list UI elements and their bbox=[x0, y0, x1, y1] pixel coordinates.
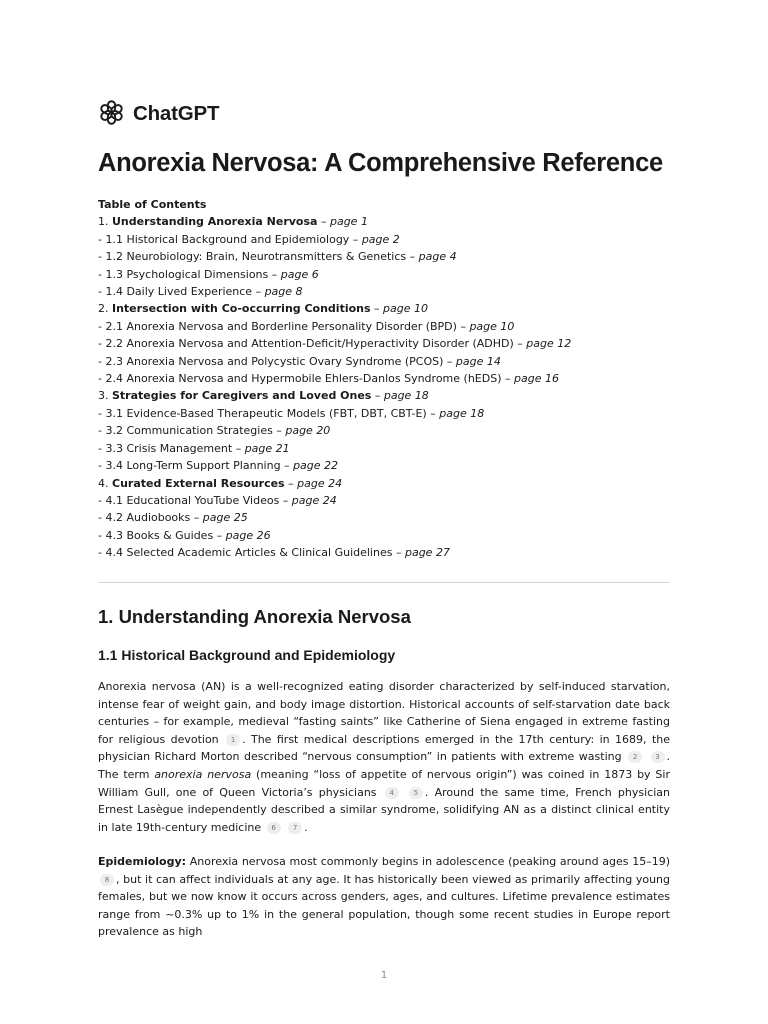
toc-entry-page: page 26 bbox=[225, 528, 271, 542]
toc-entry-title: 3.2 Communication Strategies bbox=[105, 424, 273, 438]
toc-entry-title: Understanding Anorexia Nervosa bbox=[112, 215, 318, 229]
toc-entry-prefix: - bbox=[98, 528, 106, 542]
toc-entry-prefix: - bbox=[98, 372, 106, 386]
toc-entry-page: page 18 bbox=[439, 406, 485, 420]
table-of-contents bbox=[98, 196, 571, 562]
toc-subsection-entry[interactable] bbox=[98, 527, 571, 544]
toc-entry-prefix: 1. bbox=[98, 215, 112, 229]
toc-entry-title: 3.4 Long-Term Support Planning bbox=[105, 459, 281, 473]
toc-entry-title: 4.4 Selected Academic Articles & Clinical Guidelines bbox=[105, 546, 393, 560]
toc-entry-title: 1.1 Historical Background and Epidemiology bbox=[105, 232, 350, 246]
toc-entry-page: page 18 bbox=[383, 389, 429, 403]
citation-badge[interactable]: 8 bbox=[100, 874, 114, 886]
toc-subsection-entry[interactable] bbox=[98, 509, 571, 526]
toc-entry-prefix: - bbox=[98, 267, 106, 281]
paragraph-history bbox=[98, 678, 670, 836]
toc-subsection-entry[interactable] bbox=[98, 544, 571, 561]
toc-entry-title: Intersection with Co-occurring Conditions bbox=[112, 302, 371, 316]
toc-entry-separator: – bbox=[190, 511, 203, 525]
toc-entry-page: page 8 bbox=[264, 285, 303, 299]
toc-subsection-entry[interactable] bbox=[98, 318, 571, 335]
emphasis-text: anorexia nervosa bbox=[154, 767, 252, 781]
toc-entry-title: 2.3 Anorexia Nervosa and Polycystic Ovary Syndrome (PCOS) bbox=[105, 354, 444, 368]
citation-badge[interactable]: 4 bbox=[385, 787, 399, 799]
toc-entry-prefix: - bbox=[98, 424, 106, 438]
toc-entry-separator: – bbox=[406, 250, 419, 264]
toc-entry-page: page 12 bbox=[526, 337, 572, 351]
citation-badge[interactable]: 6 bbox=[267, 822, 281, 834]
toc-entry-title: Curated External Resources bbox=[112, 476, 285, 490]
toc-entry-page: page 1 bbox=[329, 215, 368, 229]
toc-entry-prefix: 3. bbox=[98, 389, 112, 403]
paragraph-label: Epidemiology: bbox=[98, 855, 187, 868]
toc-entry-page: page 21 bbox=[244, 441, 290, 455]
toc-entry-title: 2.4 Anorexia Nervosa and Hypermobile Ehlers-Danlos Syndrome (hEDS) bbox=[105, 372, 502, 386]
toc-entry-prefix: - bbox=[98, 232, 106, 246]
toc-entry-page: page 6 bbox=[280, 267, 319, 281]
toc-entry-page: page 10 bbox=[469, 319, 515, 333]
paragraph-text: . The first medical descriptions emerged in the 17th century: in 1689, the physician Richard Morton described “nervous consumption” in patients with extreme wasting bbox=[98, 732, 671, 764]
toc-entry-separator: – bbox=[370, 302, 384, 316]
toc-entry-title: Strategies for Caregivers and Loved Ones bbox=[112, 389, 372, 403]
toc-entry-separator: – bbox=[317, 215, 330, 229]
toc-subsection-entry[interactable] bbox=[98, 440, 571, 457]
toc-entry-title: 4.1 Educational YouTube Videos bbox=[105, 493, 280, 507]
toc-entry-separator: – bbox=[268, 267, 281, 281]
paragraph-text: Anorexia nervosa most commonly begins in adolescence (peaking around ages 15–19) bbox=[186, 855, 670, 868]
toc-subsection-entry[interactable] bbox=[98, 283, 571, 300]
toc-subsection-entry[interactable] bbox=[98, 335, 571, 352]
toc-entry-page: page 24 bbox=[291, 493, 337, 507]
paragraph-text: . Around the same time, French physician Ernest Lasègue independently described a similar syndrome, solidifying AN as a distinct clinical entity in late 19th-century medicine bbox=[98, 785, 670, 834]
toc-entry-page: page 14 bbox=[455, 354, 501, 368]
toc-entry-title: 3.1 Evidence-Based Therapeutic Models (FBT, DBT, CBT-E) bbox=[105, 406, 427, 420]
toc-entry-separator: – bbox=[252, 285, 265, 299]
toc-entry-title: 4.2 Audiobooks bbox=[105, 511, 191, 525]
page-number: 1 bbox=[380, 970, 388, 981]
toc-entry-separator: – bbox=[513, 337, 527, 351]
toc-heading: Table of Contents bbox=[98, 198, 207, 211]
toc-entry-separator: – bbox=[279, 493, 292, 507]
paragraph-text: . The term bbox=[98, 750, 671, 781]
toc-section-entry[interactable] bbox=[98, 387, 571, 404]
toc-entry-separator: – bbox=[501, 372, 514, 386]
toc-section-entry[interactable] bbox=[98, 213, 571, 230]
toc-entry-prefix: - bbox=[98, 511, 106, 525]
toc-entry-prefix: - bbox=[98, 546, 106, 560]
toc-entry-separator: – bbox=[371, 389, 384, 403]
toc-entry-title: 3.3 Crisis Management bbox=[105, 441, 233, 455]
toc-section-entry[interactable] bbox=[98, 300, 571, 317]
toc-subsection-entry[interactable] bbox=[98, 370, 571, 387]
toc-entry-separator: – bbox=[456, 319, 470, 333]
section-divider bbox=[98, 582, 670, 583]
citation-badge[interactable]: 7 bbox=[288, 822, 302, 834]
paragraph-text: , but it can affect individuals at any age. It has historically been viewed as primarily affecting young females, but we now know it occurs across genders, ages, and cultures. Lifetime prevalence estimates range from ~0.3% up to 1% in the general population, though some recent studies in Europe report prevalence as high bbox=[98, 872, 670, 939]
document-title: Anorexia Nervosa: A Comprehensive Reference bbox=[98, 149, 663, 177]
toc-entry-prefix: - bbox=[98, 406, 106, 420]
brand-header bbox=[98, 100, 219, 128]
toc-subsection-entry[interactable] bbox=[98, 248, 571, 265]
toc-entry-separator: – bbox=[392, 546, 405, 560]
paragraph-epidemiology bbox=[98, 853, 670, 941]
toc-entry-page: page 2 bbox=[361, 232, 400, 246]
toc-entry-prefix: - bbox=[98, 493, 106, 507]
toc-entry-separator: – bbox=[272, 424, 286, 438]
toc-entry-title: 2.2 Anorexia Nervosa and Attention-Deficit/Hyperactivity Disorder (ADHD) bbox=[105, 337, 514, 351]
toc-entry-page: page 22 bbox=[293, 459, 339, 473]
toc-entry-separator: – bbox=[443, 354, 456, 368]
toc-entry-separator: – bbox=[284, 476, 298, 490]
citation-badge[interactable]: 2 bbox=[628, 751, 642, 763]
toc-entry-prefix: - bbox=[98, 441, 106, 455]
toc-entry-title: 1.3 Psychological Dimensions bbox=[105, 267, 269, 281]
toc-subsection-entry[interactable] bbox=[98, 492, 571, 509]
toc-entry-separator: – bbox=[426, 406, 440, 420]
toc-entry-page: page 10 bbox=[383, 302, 429, 316]
toc-entry-prefix: - bbox=[98, 354, 106, 368]
brand-name: ChatGPT bbox=[133, 102, 220, 125]
toc-entry-separator: – bbox=[232, 441, 245, 455]
toc-entry-page: page 27 bbox=[404, 546, 450, 560]
toc-entry-page: page 20 bbox=[285, 424, 331, 438]
paragraph-text: Anorexia nervosa (AN) is a well-recognized eating disorder characterized by self-induced starvation, intense fear of weight gain, and body image distortion. Historical accounts of self-starvation date back centuries – for example, medieval “fasting saints” like Catherine of Siena engaged in extreme fasting for religious devotion bbox=[98, 680, 670, 746]
toc-entry-prefix: - bbox=[98, 459, 106, 473]
toc-subsection-entry[interactable] bbox=[98, 405, 571, 422]
toc-entry-title: 1.4 Daily Lived Experience bbox=[105, 285, 253, 299]
openai-logo-icon bbox=[98, 99, 125, 130]
toc-subsection-entry[interactable] bbox=[98, 457, 571, 474]
citation-badge[interactable]: 3 bbox=[651, 751, 665, 763]
paragraph-text: (meaning “loss of appetite of nervous origin”) was coined in 1873 by Sir William Gull, one of Queen Victoria’s physicians bbox=[98, 767, 670, 799]
toc-entry-prefix: 4. bbox=[98, 476, 112, 490]
toc-subsection-entry[interactable] bbox=[98, 266, 571, 283]
toc-entry-page: page 25 bbox=[202, 511, 248, 525]
toc-subsection-entry[interactable] bbox=[98, 231, 571, 248]
toc-subsection-entry[interactable] bbox=[98, 353, 571, 370]
toc-subsection-entry[interactable] bbox=[98, 422, 571, 439]
toc-entry-prefix: - bbox=[98, 250, 106, 264]
toc-entry-separator: – bbox=[280, 459, 294, 473]
citation-badge[interactable]: 1 bbox=[226, 734, 240, 746]
section-heading: 1. Understanding Anorexia Nervosa bbox=[98, 606, 411, 627]
toc-entry-title: 2.1 Anorexia Nervosa and Borderline Personality Disorder (BPD) bbox=[105, 319, 457, 333]
citation-badge[interactable]: 5 bbox=[409, 787, 423, 799]
paragraph-text: . bbox=[304, 820, 308, 834]
toc-entry-prefix: - bbox=[98, 319, 106, 333]
toc-entry-page: page 4 bbox=[418, 250, 457, 264]
toc-entry-prefix: 2. bbox=[98, 302, 112, 316]
subsection-heading: 1.1 Historical Background and Epidemiology bbox=[98, 647, 396, 663]
toc-entry-page: page 24 bbox=[297, 476, 343, 490]
toc-list bbox=[98, 213, 571, 561]
toc-entry-title: 1.2 Neurobiology: Brain, Neurotransmitters & Genetics bbox=[105, 250, 407, 264]
toc-entry-prefix: - bbox=[98, 337, 106, 351]
toc-entry-page: page 16 bbox=[514, 372, 559, 386]
toc-section-entry[interactable] bbox=[98, 475, 571, 492]
toc-entry-title: 4.3 Books & Guides bbox=[105, 528, 214, 542]
toc-entry-prefix: - bbox=[98, 285, 106, 299]
toc-entry-separator: – bbox=[213, 528, 226, 542]
toc-entry-separator: – bbox=[349, 232, 362, 246]
